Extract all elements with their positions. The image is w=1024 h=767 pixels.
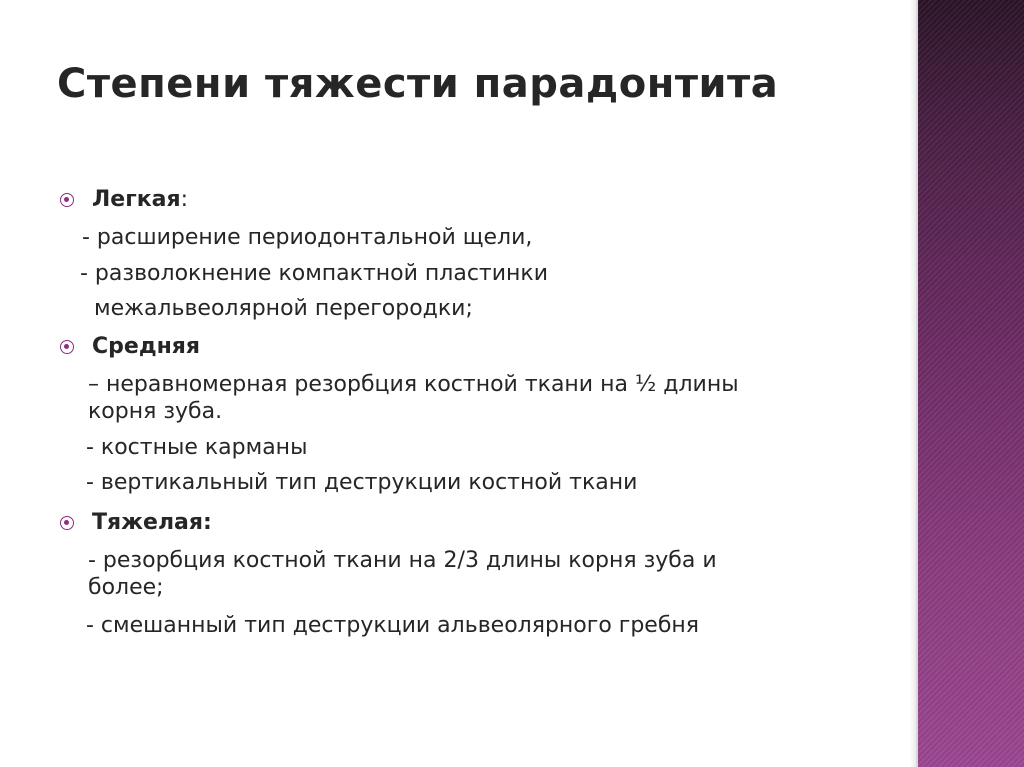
- section-moderate-heading-row: [60, 329, 860, 365]
- section-moderate-line-3: - костные карманы: [86, 434, 308, 460]
- section-mild-line-2: - разволокнение компактной пластинки: [80, 260, 548, 286]
- section-moderate-heading: Средняя: [92, 333, 201, 359]
- slide-title: Степени тяжести парадонтита: [57, 61, 779, 107]
- section-severe-line-3: - смешанный тип деструкции альвеолярного гребня: [86, 612, 700, 638]
- section-mild-heading-row: [60, 182, 860, 218]
- circle-bullet-icon: [60, 516, 74, 530]
- section-severe: [60, 505, 860, 640]
- circle-bullet-icon: [60, 193, 74, 207]
- section-moderate-line-2: корня зуба.: [88, 399, 223, 424]
- circle-bullet-icon: [60, 340, 74, 354]
- section-moderate-line-1: – неравномерная резорбция костной ткани на ½ длины: [88, 371, 739, 397]
- section-mild: [60, 182, 860, 323]
- section-mild-line-1: - расширение периодонтальной щели,: [82, 225, 533, 250]
- decorative-side-band: [916, 0, 1024, 767]
- section-moderate: [60, 329, 860, 497]
- slide-content: [60, 182, 860, 639]
- section-moderate-line-4: - вертикальный тип деструкции костной ткани: [86, 470, 638, 495]
- section-mild-heading: Легкая:: [92, 187, 189, 213]
- section-mild-line-3: межальвеолярной перегородки;: [94, 296, 473, 321]
- section-severe-heading: Тяжелая:: [92, 509, 212, 535]
- section-severe-line-1: - резорбция костной ткани на 2/3 длины корня зуба и: [88, 547, 717, 573]
- section-severe-heading-row: [60, 505, 860, 541]
- section-severe-line-2: более;: [88, 575, 164, 600]
